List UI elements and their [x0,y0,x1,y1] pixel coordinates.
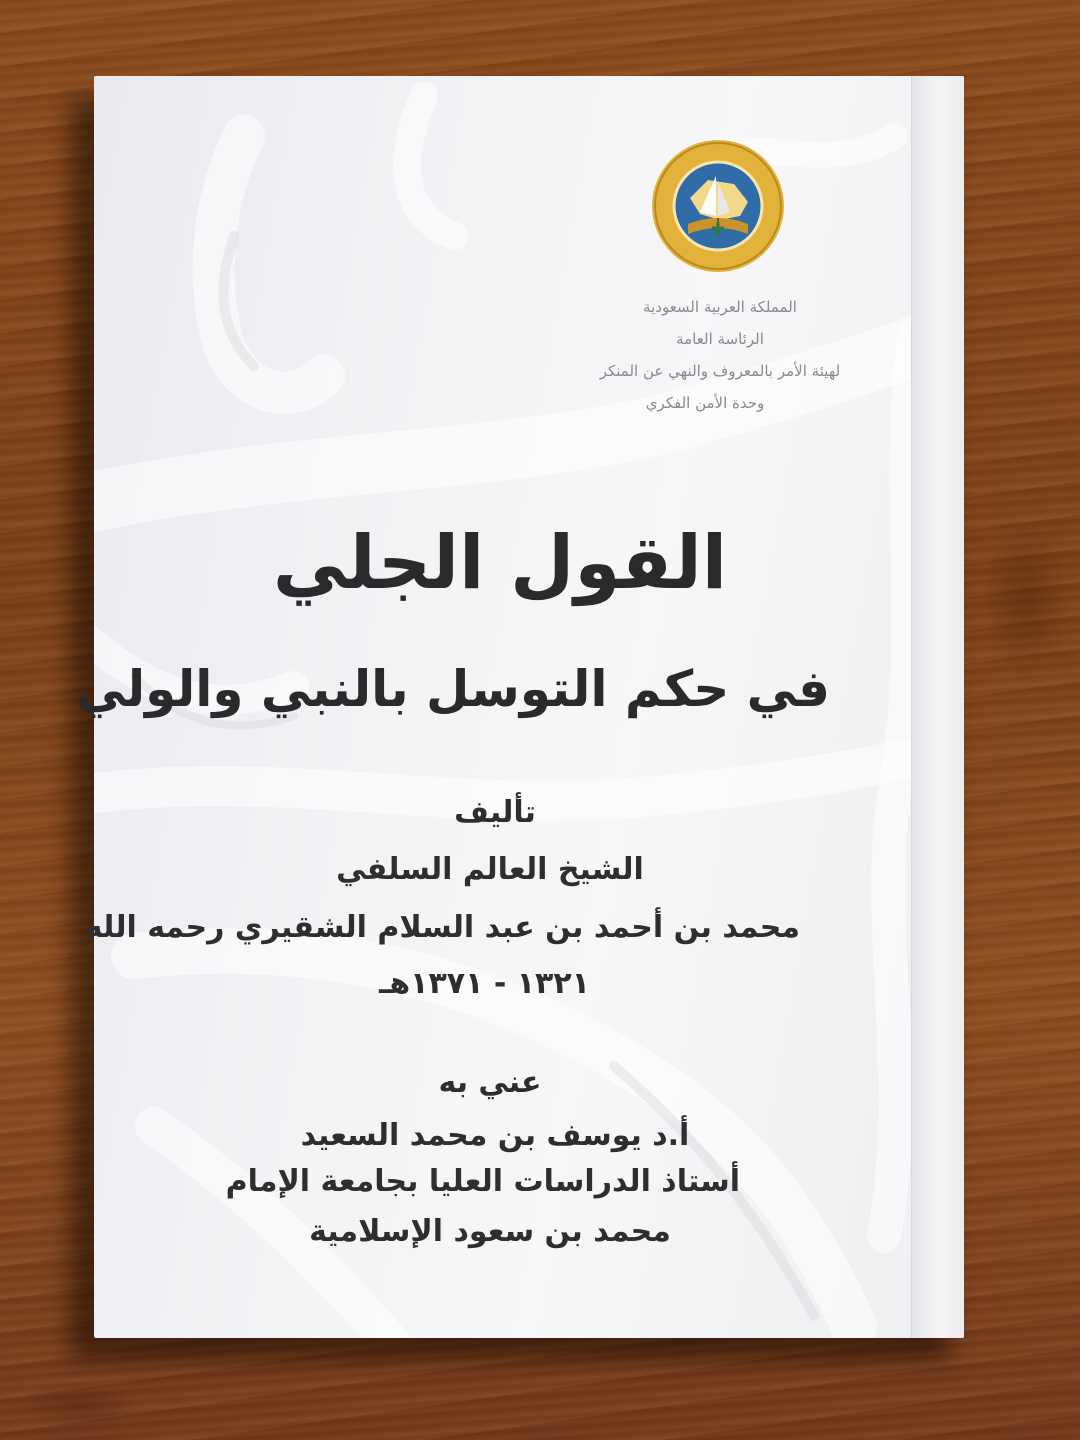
editor-name: أ.د يوسف بن محمد السعيد [300,1118,690,1153]
book-subtitle: في حكم التوسل بالنبي والولي [75,660,830,718]
org-line-unit: وحدة الأمن الفكري [645,394,765,412]
editor-position-line2: محمد بن سعود الإسلامية [309,1214,671,1249]
editor-label: عني به [438,1065,542,1100]
org-line-commission: لهيئة الأمر بالمعروف والنهي عن المنكر [599,362,841,380]
wood-grain [980,520,1070,680]
org-line-country: المملكة العربية السعودية [643,298,797,316]
wood-grain [20,1380,140,1430]
emblem-icon [650,138,786,274]
book-page-edge [911,76,964,1338]
book-title: القول الجلي [272,520,728,606]
org-line-presidency: الرئاسة العامة [676,330,764,348]
author-honorific: الشيخ العالم السلفي [336,852,644,887]
author-label: تأليف [454,795,536,830]
author-name: محمد بن أحمد بن عبد السلام الشقيري رحمه الله [84,910,800,945]
author-dates: ١٣٢١ - ١٣٧١هـ [379,966,590,1001]
editor-position-line1: أستاذ الدراسات العليا بجامعة الإمام [225,1164,740,1199]
